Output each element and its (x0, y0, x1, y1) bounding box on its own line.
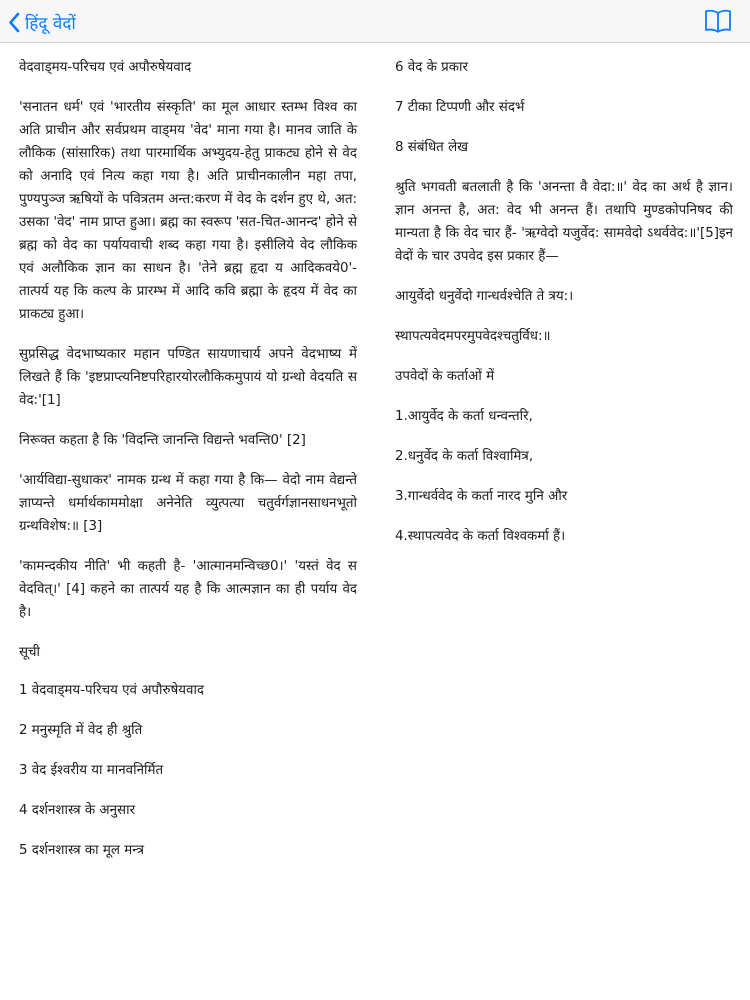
back-button-label: हिंदू वेदों (25, 13, 76, 34)
toc-item-3[interactable]: 3 वेद ईश्वरीय या मानवनिर्मित (19, 763, 164, 778)
upaveda-item-3: 3.गान्धर्ववेद के कर्ता नारद मुनि और (395, 489, 568, 504)
toc-item-5[interactable]: 5 दर्शनशास्त्र का मूल मन्त्र (19, 843, 144, 858)
toc-heading: सूची (19, 645, 41, 660)
paragraph-aryavidya: 'आर्यविद्या-सुधाकर' नामक ग्रन्थ में कहा गया है कि— वेदो नाम वेद्यन्ते ज्ञाप्यन्ते धर्मार्थकाममोक्षा अनेनेति व्युत्पत्या चतुर्वर्गज्ञानसाधनभूतो ग्रन्थविशेष:॥ [3] (19, 473, 357, 534)
paragraph-nirukta: निरूक्त कहता है कि 'विदन्ति जानन्ति विद्यन्ते भवन्ति0' [2] (19, 433, 306, 448)
chevron-left-icon (8, 12, 20, 33)
toc-item-8[interactable]: 8 संबंधित लेख (395, 140, 469, 155)
upaveda-item-4: 4.स्थापत्यवेद के कर्ता विश्वकर्मा हैं। (395, 529, 566, 544)
paragraph-kamandakiya: 'कामन्दकीय नीति' भी कहती है- 'आत्मानमन्विच्छ0।' 'यस्तं वेद स वेदवित्‌।' [4] कहने का तात्पर्य यह है कि आत्मज्ञान का ही पर्याय वेद है। (19, 559, 357, 620)
toc-item-2[interactable]: 2 मनुस्मृति में वेद ही श्रुति (19, 723, 143, 738)
paragraph-sayanacharya: सुप्रसिद्ध वेदभाष्यकार महान पण्डित सायणाचार्य अपने वेदभाष्य में लिखते हैं कि 'इष्टप्राप्त्यनिष्टपरिहारयोरलौकिकमुपायं यो ग्रन्थो वेदयति स वेद:'[1] (19, 347, 357, 408)
upaveda-heading: उपवेदों के कर्ताओं में (395, 369, 495, 384)
paragraph-intro: 'सनातन धर्म' एवं 'भारतीय संस्कृति' का मूल आधार स्तम्भ विश्व का अति प्राचीन और सर्वप्रथम वाड्मय 'वेद' माना गया है। मानव जाति के लौकिक (सांसारिक) तथा पारमार्थिक अभ्युदय-हेतु प्राकट्य होने से वेद को अनादि एवं नित्य कहा गया है। अति प्राचीनकालीन महा तपा, पुण्यपुञ्ज ऋषियों के पवित्रतम अन्त:करण में वेद के दर्शन हुए थे, अत: उसका 'वेद' नाम प्राप्त हुआ। ब्रह्म का स्वरूप 'सत-चित-आनन्द' होने से ब्रह्म को वेद का पर्यायवाची शब्द कहा गया है। इसीलिये वेद लौकिक एवं अलौकिक ज्ञान का साधन है। 'तेने ब्रह्म हृदा य आदिकवये0'- तात्पर्य यह कि कल्प के प्रारम्भ में आदि कवि ब्रह्मा के हृदय में वेद का प्राकट्य हुआ। (19, 100, 357, 322)
back-button[interactable] (8, 7, 76, 37)
right-column (395, 56, 733, 565)
toc-item-1[interactable]: 1 वेदवाड्मय-परिचय एवं अपौरुषेयवाद (19, 683, 205, 698)
section-title: वेदवाड्मय-परिचय एवं अपौरुषेयवाद (19, 60, 192, 75)
toc-item-7[interactable]: 7 टीका टिप्पणी और संदर्भ (395, 100, 525, 115)
left-column (19, 56, 357, 879)
upaveda-item-1: 1.आयुर्वेद के कर्ता धन्वन्तरि, (395, 409, 533, 424)
verse-line-1: आयुर्वेदो धनुर्वेदो गान्धर्वश्चेति ते त्रय:। (395, 289, 574, 304)
upaveda-item-2: 2.धनुर्वेद के कर्ता विश्वामित्र, (395, 449, 534, 464)
book-icon[interactable] (704, 8, 732, 34)
navigation-bar (0, 0, 750, 43)
toc-item-4[interactable]: 4 दर्शनशास्त्र के अनुसार (19, 803, 136, 818)
verse-line-2: स्थापत्यवेदमपरमुपवेदश्चतुर्विध:॥ (395, 329, 551, 344)
toc-item-6[interactable]: 6 वेद के प्रकार (395, 60, 468, 75)
paragraph-shruti: श्रुति भगवती बतलाती है कि 'अनन्ता वै वेदा:॥' वेद का अर्थ है ज्ञान। ज्ञान अनन्त है, अत: वेद भी अनन्त हैं। तथापि मुण्डकोपनिषद की मान्यता है कि वेद चार हैं- 'ऋग्वेदो यजुर्वेद: सामवेदो ऽथर्ववेद:॥'[5]इन वेदों के चार उपवेद इस प्रकार हैं— (395, 180, 733, 264)
